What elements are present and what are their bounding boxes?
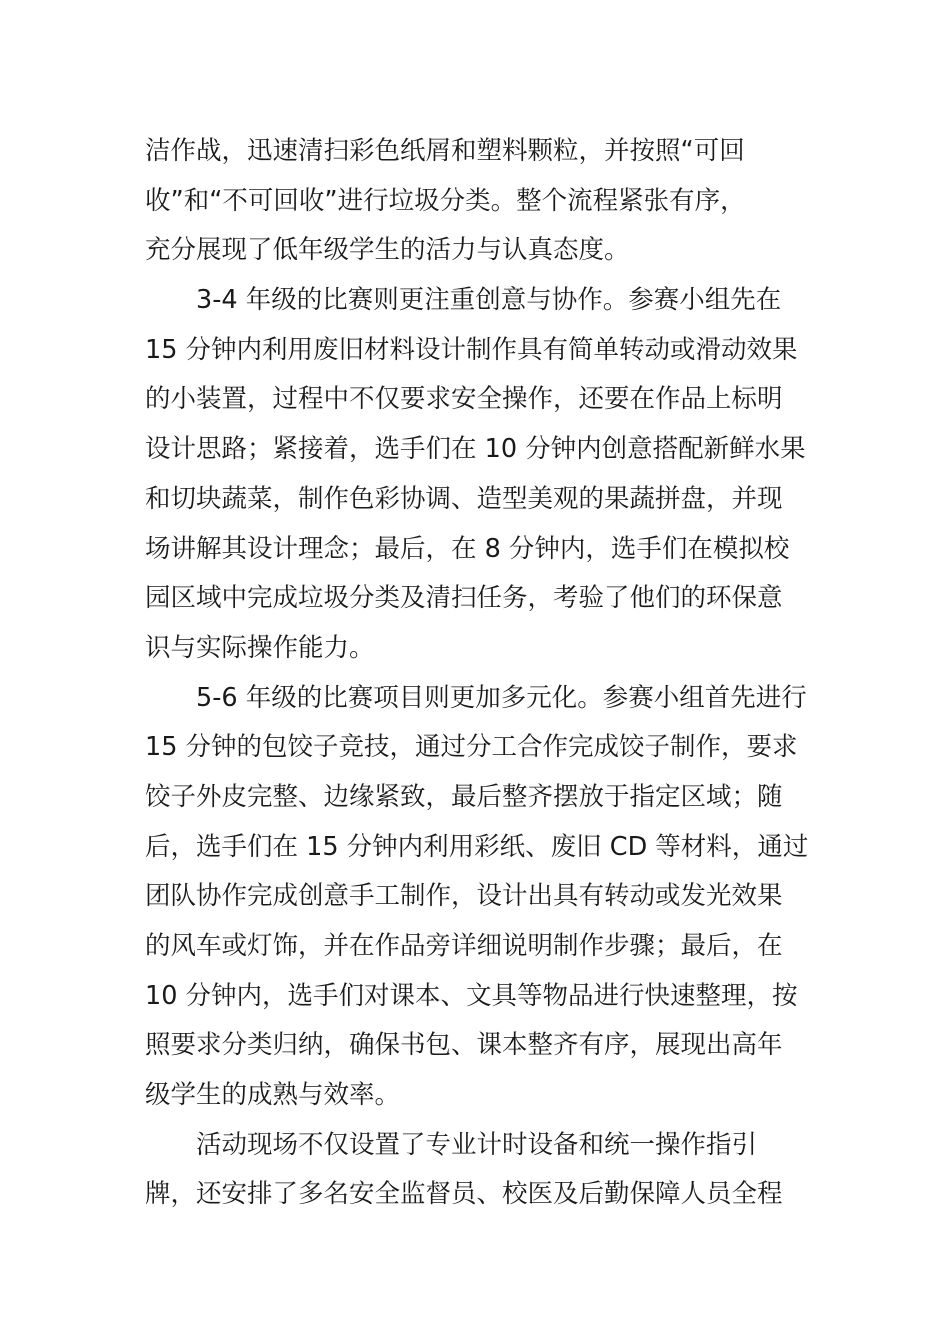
text-line: 场讲解其设计理念；最后，在 8 分钟内，选手们在模拟校 bbox=[145, 533, 790, 564]
text-line: 牌，还安排了多名安全监督员、校医及后勤保障人员全程 bbox=[145, 1179, 783, 1210]
text-line: 团队协作完成创意手工制作，设计出具有转动或发光效果 bbox=[145, 881, 783, 912]
text-line: 充分展现了低年级学生的活力与认真态度。 bbox=[145, 235, 630, 266]
text-line: 园区域中完成垃圾分类及清扫任务，考验了他们的环保意 bbox=[145, 583, 783, 614]
text-line: 识与实际操作能力。 bbox=[145, 632, 375, 663]
text-line: 和切块蔬菜，制作色彩协调、造型美观的果蔬拼盘，并现 bbox=[145, 483, 783, 514]
paragraph-first-line: 活动现场不仅设置了专业计时设备和统一操作指引 bbox=[196, 1129, 758, 1160]
text-line: 15 分钟内利用废旧材料设计制作具有简单转动或滑动效果 bbox=[145, 334, 798, 365]
text-line: 10 分钟内，选手们对课本、文具等物品进行快速整理，按 bbox=[145, 980, 798, 1011]
text-line: 后，选手们在 15 分钟内利用彩纸、废旧 CD 等材料，通过 bbox=[145, 831, 809, 862]
text-line: 15 分钟的包饺子竞技，通过分工合作完成饺子制作，要求 bbox=[145, 732, 798, 763]
paragraph-first-line: 3-4 年级的比赛则更注重创意与协作。参赛小组先在 bbox=[196, 285, 782, 316]
text-line: 的风车或灯饰，并在作品旁详细说明制作步骤；最后，在 bbox=[145, 931, 783, 961]
text-line: 洁作战，迅速清扫彩色纸屑和塑料颗粒，并按照“可回 bbox=[145, 136, 745, 166]
text-line: 级学生的成熟与效率。 bbox=[145, 1080, 401, 1111]
body-text bbox=[145, 127, 810, 1220]
text-line: 照要求分类归纳，确保书包、课本整齐有序，展现出高年 bbox=[145, 1030, 783, 1061]
text-line: 设计思路；紧接着，选手们在 10 分钟内创意搭配新鲜水果 bbox=[145, 434, 806, 465]
paragraph-first-line: 5-6 年级的比赛项目则更加多元化。参赛小组首先进行 bbox=[196, 682, 807, 713]
text-line: 的小装置，过程中不仅要求安全操作，还要在作品上标明 bbox=[145, 384, 783, 415]
text-line: 收”和“不可回收”进行垃圾分类。整个流程紧张有序， bbox=[145, 185, 746, 216]
text-line: 饺子外皮完整、边缘紧致，最后整齐摆放于指定区域；随 bbox=[145, 781, 783, 812]
